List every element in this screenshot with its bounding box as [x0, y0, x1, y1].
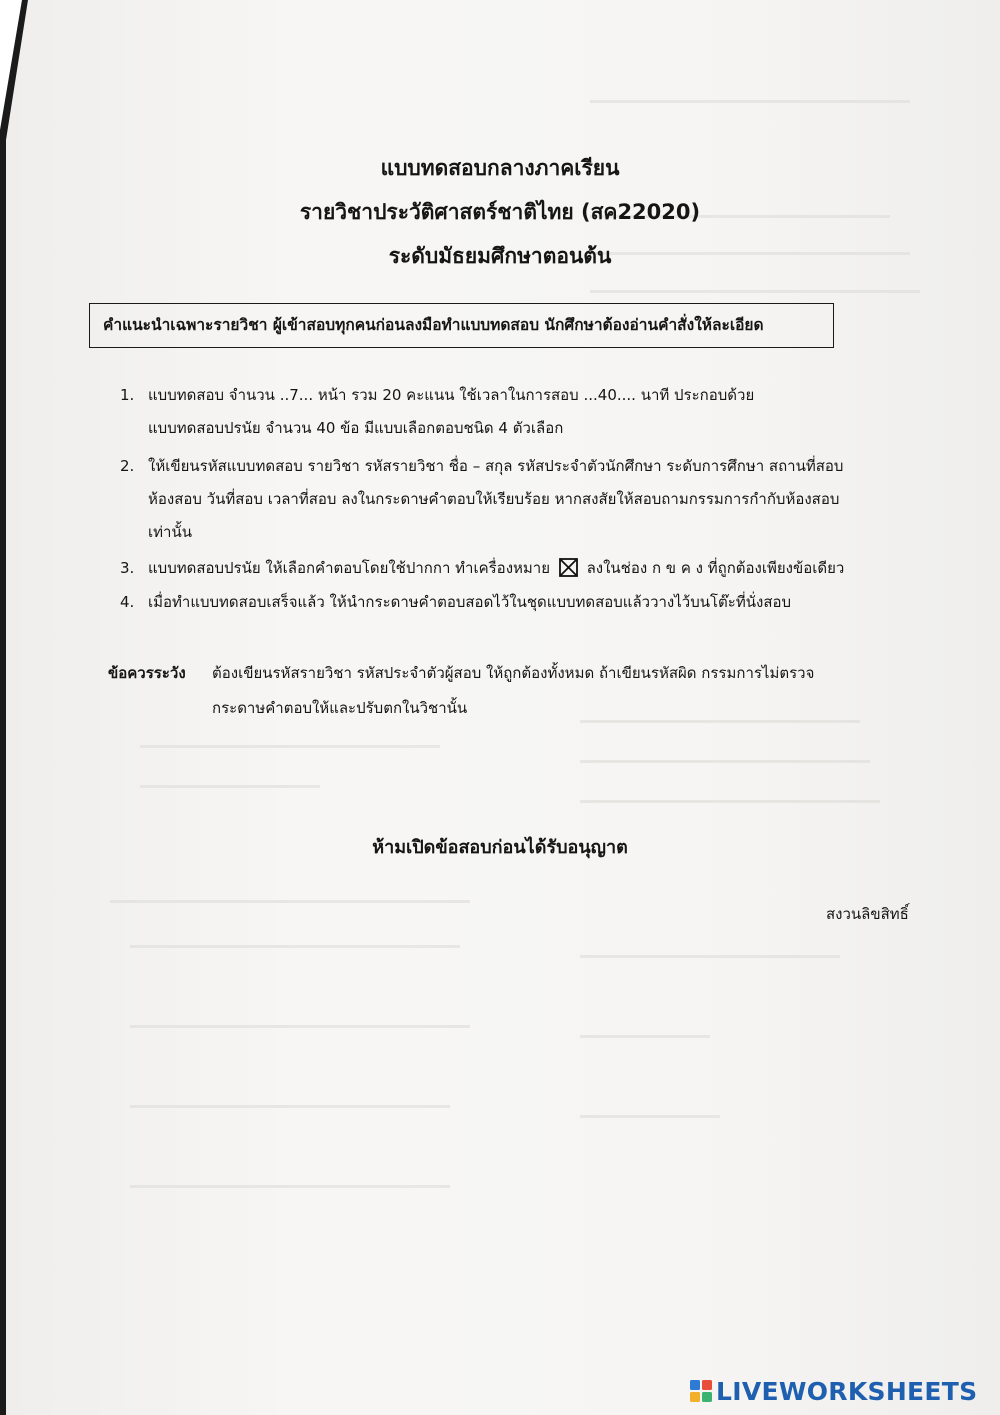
- bleed-through-mark: [130, 1105, 450, 1108]
- instruction-box: คำแนะนำเฉพาะรายวิชา ผู้เข้าสอบทุกคนก่อนลงมือทำแบบทดสอบ นักศึกษาต้องอ่านคำสั่งให้ละเอียด: [89, 303, 834, 348]
- exam-title: แบบทดสอบกลางภาคเรียน: [380, 156, 620, 180]
- bleed-through-mark: [110, 900, 470, 903]
- instruction-line: เมื่อทำแบบทดสอบเสร็จแล้ว ให้นำกระดาษคำตอบสอดไว้ในชุดแบบทดสอบแล้ววางไว้บนโต๊ะที่นั่งสอบ: [148, 593, 792, 611]
- bleed-through-mark: [590, 290, 920, 293]
- no-open-notice: ห้ามเปิดข้อสอบก่อนได้รับอนุญาต: [372, 837, 628, 858]
- bleed-through-mark: [140, 745, 440, 748]
- item-number: 3.: [120, 559, 135, 577]
- bleed-through-mark: [580, 720, 860, 723]
- course-title: รายวิชาประวัติศาสตร์ชาติไทย (สค22020): [299, 200, 701, 224]
- instruction-line: แบบทดสอบ จำนวน ..7... หน้า รวม 20 คะแนน ใช้เวลาในการสอบ ...40.... นาที ประกอบด้วย: [148, 386, 755, 404]
- liveworksheets-logo: [690, 1374, 977, 1408]
- bleed-through-mark: [580, 1115, 720, 1118]
- instruction-line: [148, 558, 844, 578]
- liveworksheets-logo-text: LIVEWORKSHEETS: [716, 1376, 978, 1406]
- bleed-through-mark: [580, 760, 870, 763]
- bleed-through-mark: [130, 1185, 450, 1188]
- instruction-text: แบบทดสอบปรนัย ให้เลือกคำตอบโดยใช้ปากกา ทำเครื่องหมาย: [148, 559, 551, 577]
- bleed-through-mark: [590, 100, 910, 103]
- bleed-through-mark: [580, 800, 880, 803]
- caution-label: ข้อควรระวัง: [108, 664, 186, 682]
- item-number: 2.: [120, 457, 135, 475]
- bleed-through-mark: [140, 785, 320, 788]
- liveworksheets-logo-icon: [690, 1380, 712, 1402]
- instruction-line: ให้เขียนรหัสแบบทดสอบ รายวิชา รหัสรายวิชา ชื่อ – สกุล รหัสประจำตัวนักศึกษา ระดับการศึกษา สถานที่สอบ: [148, 457, 844, 475]
- bleed-through-mark: [130, 945, 460, 948]
- item-number: 1.: [120, 386, 135, 404]
- bleed-through-mark: [580, 955, 840, 958]
- instruction-line: แบบทดสอบปรนัย จำนวน 40 ข้อ มีแบบเลือกตอบชนิด 4 ตัวเลือก: [148, 419, 564, 437]
- item-number: 4.: [120, 593, 135, 611]
- crossed-box-icon: [559, 558, 578, 577]
- caution-text: ต้องเขียนรหัสรายวิชา รหัสประจำตัวผู้สอบ ให้ถูกต้องทั้งหมด ถ้าเขียนรหัสผิด กรรมการไม่ตรวจ: [212, 664, 815, 682]
- education-level: ระดับมัธยมศึกษาตอนต้น: [388, 244, 612, 268]
- bleed-through-mark: [130, 1025, 470, 1028]
- instruction-line: ห้องสอบ วันที่สอบ เวลาที่สอบ ลงในกระดาษคำตอบให้เรียบร้อย หากสงสัยให้สอบถามกรรมการกำกับห้องสอบ: [148, 490, 840, 508]
- instruction-line: เท่านั้น: [148, 523, 192, 541]
- copyright-notice: สงวนลิขสิทธิ์: [826, 905, 909, 923]
- caution-text: กระดาษคำตอบให้และปรับตกในวิชานั้น: [212, 699, 468, 717]
- instruction-text: ลงในช่อง ก ข ค ง ที่ถูกต้องเพียงข้อเดียว: [586, 559, 845, 577]
- bleed-through-mark: [580, 1035, 710, 1038]
